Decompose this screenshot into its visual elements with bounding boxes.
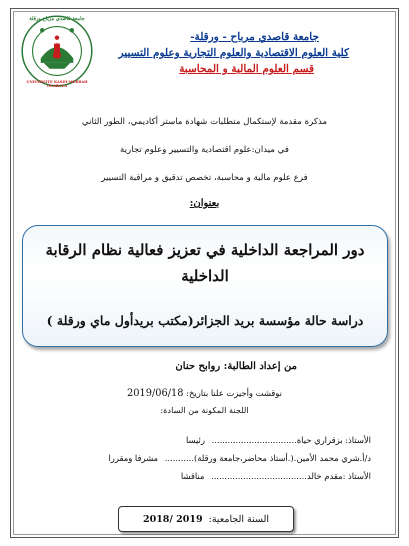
logo-ring-text-bottom: UNIVERSITE KASDI-MERBAH OUARGLA xyxy=(26,80,88,88)
committee-member-role: رئيسا xyxy=(185,435,205,445)
committee-member-name: د/أ.شري محمد الأمين.(.أستاذ محاضر،جامعة ورقلة)........... xyxy=(164,453,371,463)
department-name: قسم العلوم المالية و المحاسبة xyxy=(179,63,314,75)
branch-statement: فرع علوم مالية و محاسبة، تخصص تدقيق و مراقبة التسيير xyxy=(101,173,308,183)
memo-statement: مذكرة مقدمة لإستكمال متطلبات شهادة ماستر أكاديمي، الطور الثاني xyxy=(81,117,328,127)
thesis-subtitle: دراسة حالة مؤسسة بريد الجزائر(مكتب بريدأول ماي ورقلة ) xyxy=(46,313,364,328)
committee-row xyxy=(31,434,371,446)
committee-member-name: الأستاذ :مقدم خالد.................................... xyxy=(211,471,371,481)
committee-row xyxy=(31,470,371,482)
defense-date xyxy=(16,387,393,400)
committee-member-role: مشرفا ومقررا xyxy=(108,453,159,463)
defense-date-value: 2019/06/18 xyxy=(127,388,184,399)
committee-member-role: مناقشا xyxy=(180,471,205,481)
thesis-title-line2: الداخلية xyxy=(181,267,229,285)
faculty-name: كلية العلوم الاقتصادية والعلوم التجارية وعلوم التسيير xyxy=(118,47,349,59)
student-name: من إعداد الطالبة: روابح حنان xyxy=(175,361,297,372)
committee-label: اللجنة المكونة من السادة: xyxy=(160,405,249,415)
title-label: بعنوان: xyxy=(189,198,220,209)
defense-date-label: نوقشت وأجيزت علنا بتاريخ: xyxy=(186,388,282,398)
field-statement: في ميدان:علوم اقتصادية والتسيير وعلوم تجارية xyxy=(120,145,289,155)
thesis-title-line1: دور المراجعة الداخلية في تعزيز فعالية نظام الرقابة xyxy=(45,241,365,259)
committee-member-name: الأستاذ: بزقراري حياة................................ xyxy=(211,435,371,445)
logo-ring-text-top: جامعة قاصدي مرباح ورقلة xyxy=(29,16,85,22)
university-name: جامعة قاصدي مرباح - ورقلة- xyxy=(190,31,319,43)
academic-year-box xyxy=(118,506,294,532)
committee-row xyxy=(21,452,371,464)
academic-year-label: السنة الجامعية: xyxy=(208,513,270,525)
academic-year-value: 2018/ 2019 xyxy=(142,513,203,525)
